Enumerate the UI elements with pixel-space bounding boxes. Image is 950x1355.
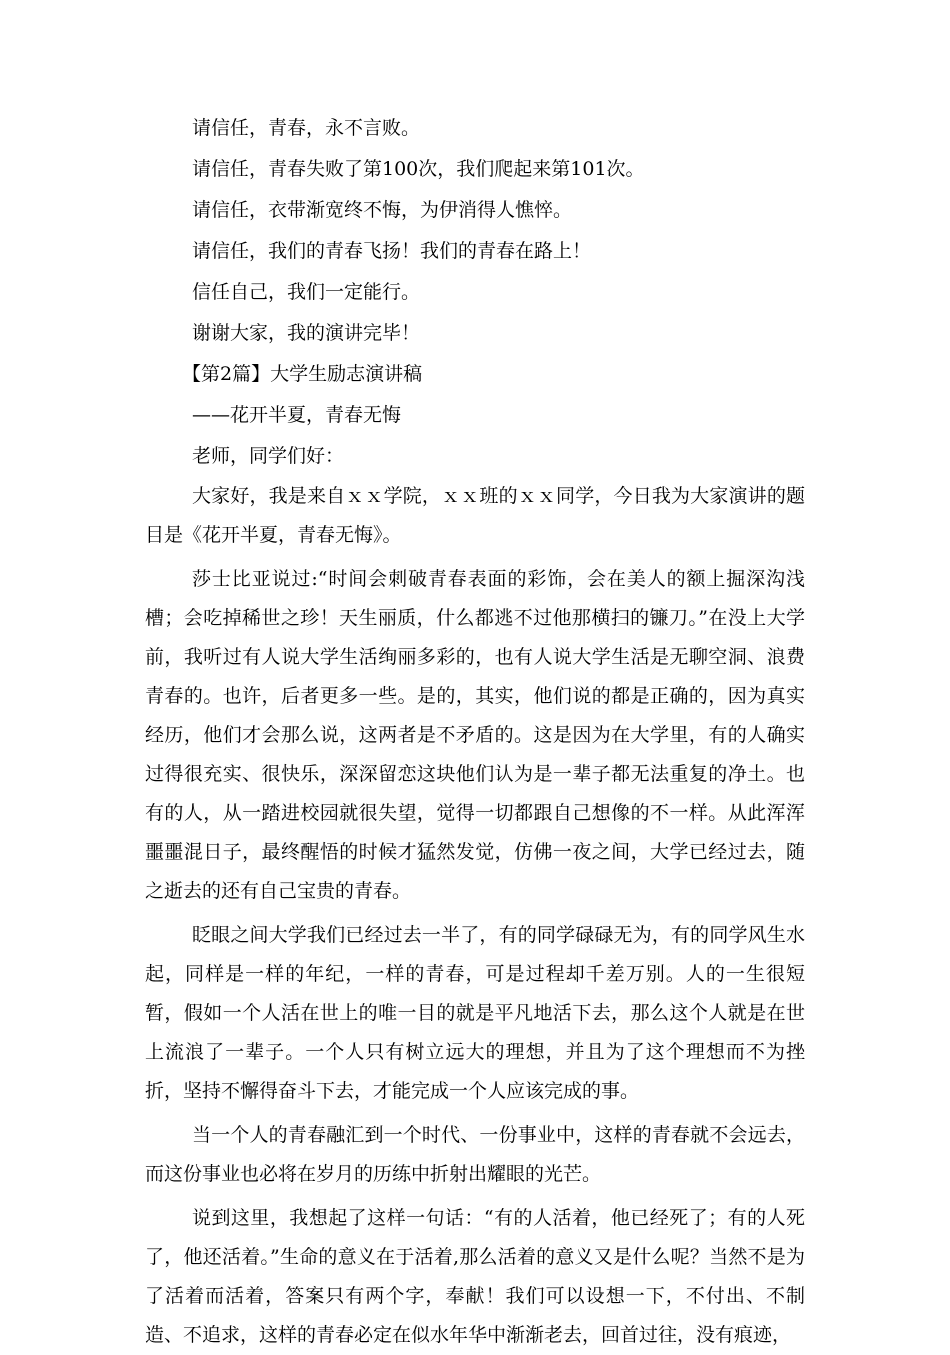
section-heading: 【第2篇】大学生励志演讲稿 [182,363,423,385]
greeting: 老师，同学们好： [192,445,345,467]
text-line: 请信任，青春，永不言败。 [192,117,421,139]
text-line: 请信任，青春失败了第100次，我们爬起来第101次。 [192,158,645,180]
text-line: 信任自己，我们一定能行。 [192,281,421,303]
paragraph: 当一个人的青春融汇到一个时代、一份事业中，这样的青春就不会远去，而这份事业也必将在岁月的历练中折射出耀眼的光芒。 [145,1124,805,1185]
paragraph: 莎士比亚说过:“时间会刺破青春表面的彩饰，会在美人的额上掘深沟浅槽；会吃掉稀世之珍！天生丽质，什么都逃不过他那横扫的镰刀。”在没上大学前，我听过有人说大学生活绚丽多彩的，也有人说大学生活是无聊空洞、浪费青春的。也许，后者更多一些。是的，其实，他们说的都是正确的，因为真实经历，他们才会那么说，这两者是不矛盾的。这是因为在大学里，有的人确实过得很充实、很快乐，深深留恋这块他们认为是一辈子都无法重复的净土。也有的人，从一踏进校园就很失望，觉得一切都跟自己想像的不一样。从此浑浑噩噩混日子，最终醒悟的时候才猛然发觉，仿佛一夜之间，大学已经过去，随之逝去的还有自己宝贵的青春。 [145,568,805,902]
paragraph: 大家好，我是来自ｘｘ学院，ｘｘ班的ｘｘ同学，今日我为大家演讲的题目是《花开半夏，青春无悔》。 [145,485,805,546]
text-line: 谢谢大家，我的演讲完毕！ [192,322,421,344]
document-body [145,108,805,1355]
paragraph: 说到这里，我想起了这样一句话：“有的人活着，他已经死了；有的人死了，他还活着。”生命的意义在于活着,那么活着的意义又是什么呢？当然不是为了活着而活着，答案只有两个字，奉献！我们可以设想一下，不付出、不制造、不追求，这样的青春必定在似水年华中渐渐老去，回首过往，没有痕迹， [145,1207,805,1346]
paragraph: 眨眼之间大学我们已经过去一半了，有的同学碌碌无为，有的同学风生水起，同样是一样的年纪，一样的青春，可是过程却千差万别。人的一生很短暂，假如一个人活在世上的唯一目的就是平凡地活下去，那么这个人就是在世上流浪了一辈子。一个人只有树立远大的理想，并且为了这个理想而不为挫折，坚持不懈得奋斗下去，才能完成一个人应该完成的事。 [145,924,805,1102]
text-line: 请信任，我们的青春飞扬！我们的青春在路上！ [192,240,592,262]
subtitle: ——花开半夏，青春无悔 [192,404,402,426]
text-line: 请信任，衣带渐宽终不悔，为伊消得人憔悴。 [192,199,573,221]
